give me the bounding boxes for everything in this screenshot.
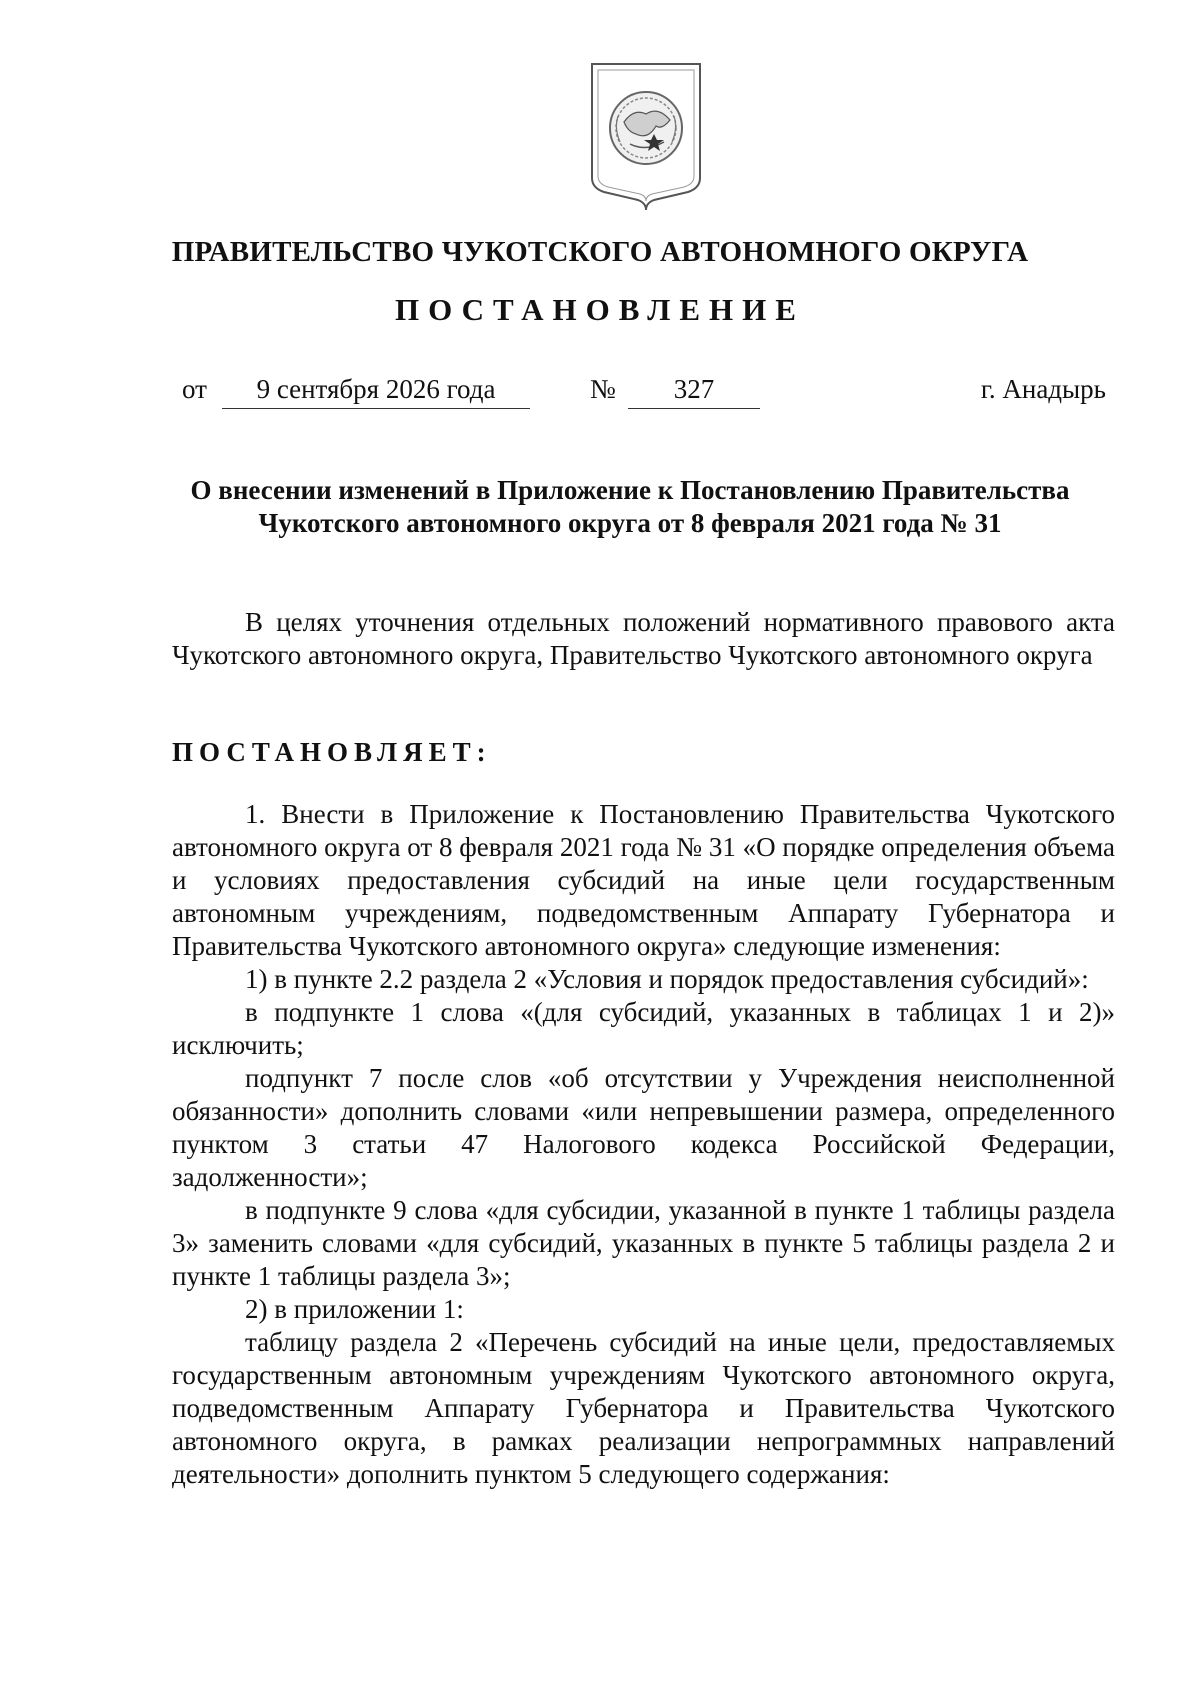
subject-line-2: Чукотского автономного округа от 8 февраля 2021 года № 31 xyxy=(258,508,1002,538)
paragraph: подпункт 7 после слов «об отсутствии у Учреждения неисполненной обязанности» дополнить словами «или непревышении размера, определенного пунктом 3 статьи 47 Налогового кодекса Российской Федерации, задолженности»; xyxy=(172,1063,1115,1192)
document-number: 327 xyxy=(628,374,760,409)
paragraph: 1) в пункте 2.2 раздела 2 «Условия и порядок предоставления субсидий»: xyxy=(245,964,1089,994)
paragraph: 2) в приложении 1: xyxy=(245,1294,464,1324)
paragraph: таблицу раздела 2 «Перечень субсидий на иные цели, предоставляемых государственным автономным учреждениям Чукотского автономного округа, подведомственным Аппарату Губернатора и Правительства Чукотского автономного округа, в рамках реализации непрограммных направлений деятельности» дополнить пунктом 5 следующего содержания: xyxy=(172,1327,1115,1489)
paragraph: в подпункте 1 слова «(для субсидий, указанных в таблицах 1 и 2)» исключить; xyxy=(172,997,1115,1060)
government-name: ПРАВИТЕЛЬСТВО ЧУКОТСКОГО АВТОНОМНОГО ОКРУГА xyxy=(171,236,1029,268)
decree-body xyxy=(172,798,1115,1491)
document-date: 9 сентября 2026 года xyxy=(222,374,530,409)
document-city: г. Анадырь xyxy=(980,374,1106,404)
paragraph: 1. Внести в Приложение к Постановлению Правительства Чукотского автономного округа от 8 февраля 2021 года № 31 «О порядке определения объема и условиях предоставления субсидий на иные цели государственным автономным учреждениям, подведомственным Аппарату Губернатора и Правительства Чукотского автономного округа» следующие изменения: xyxy=(172,799,1115,961)
document-type: ПОСТАНОВЛЕНИЕ xyxy=(395,292,805,327)
date-label: от xyxy=(182,374,207,404)
number-label: № xyxy=(590,374,616,404)
document-subject xyxy=(150,474,1110,540)
preamble xyxy=(172,606,1115,672)
coat-of-arms-icon xyxy=(584,60,708,210)
document-meta-row xyxy=(0,374,1200,414)
decree-word: ПОСТАНОВЛЯЕТ: xyxy=(172,737,492,767)
subject-line-1: О внесении изменений в Приложение к Постановлению Правительства xyxy=(190,475,1070,505)
paragraph: в подпункте 9 слова «для субсидии, указанной в пункте 1 таблицы раздела 3» заменить словами «для субсидий, указанных в пункте 5 таблицы раздела 2 и пункте 1 таблицы раздела 3»; xyxy=(172,1195,1115,1291)
preamble-text: В целях уточнения отдельных положений нормативного правового акта Чукотского автономного округа, Правительство Чукотского автономного округа xyxy=(172,607,1115,670)
